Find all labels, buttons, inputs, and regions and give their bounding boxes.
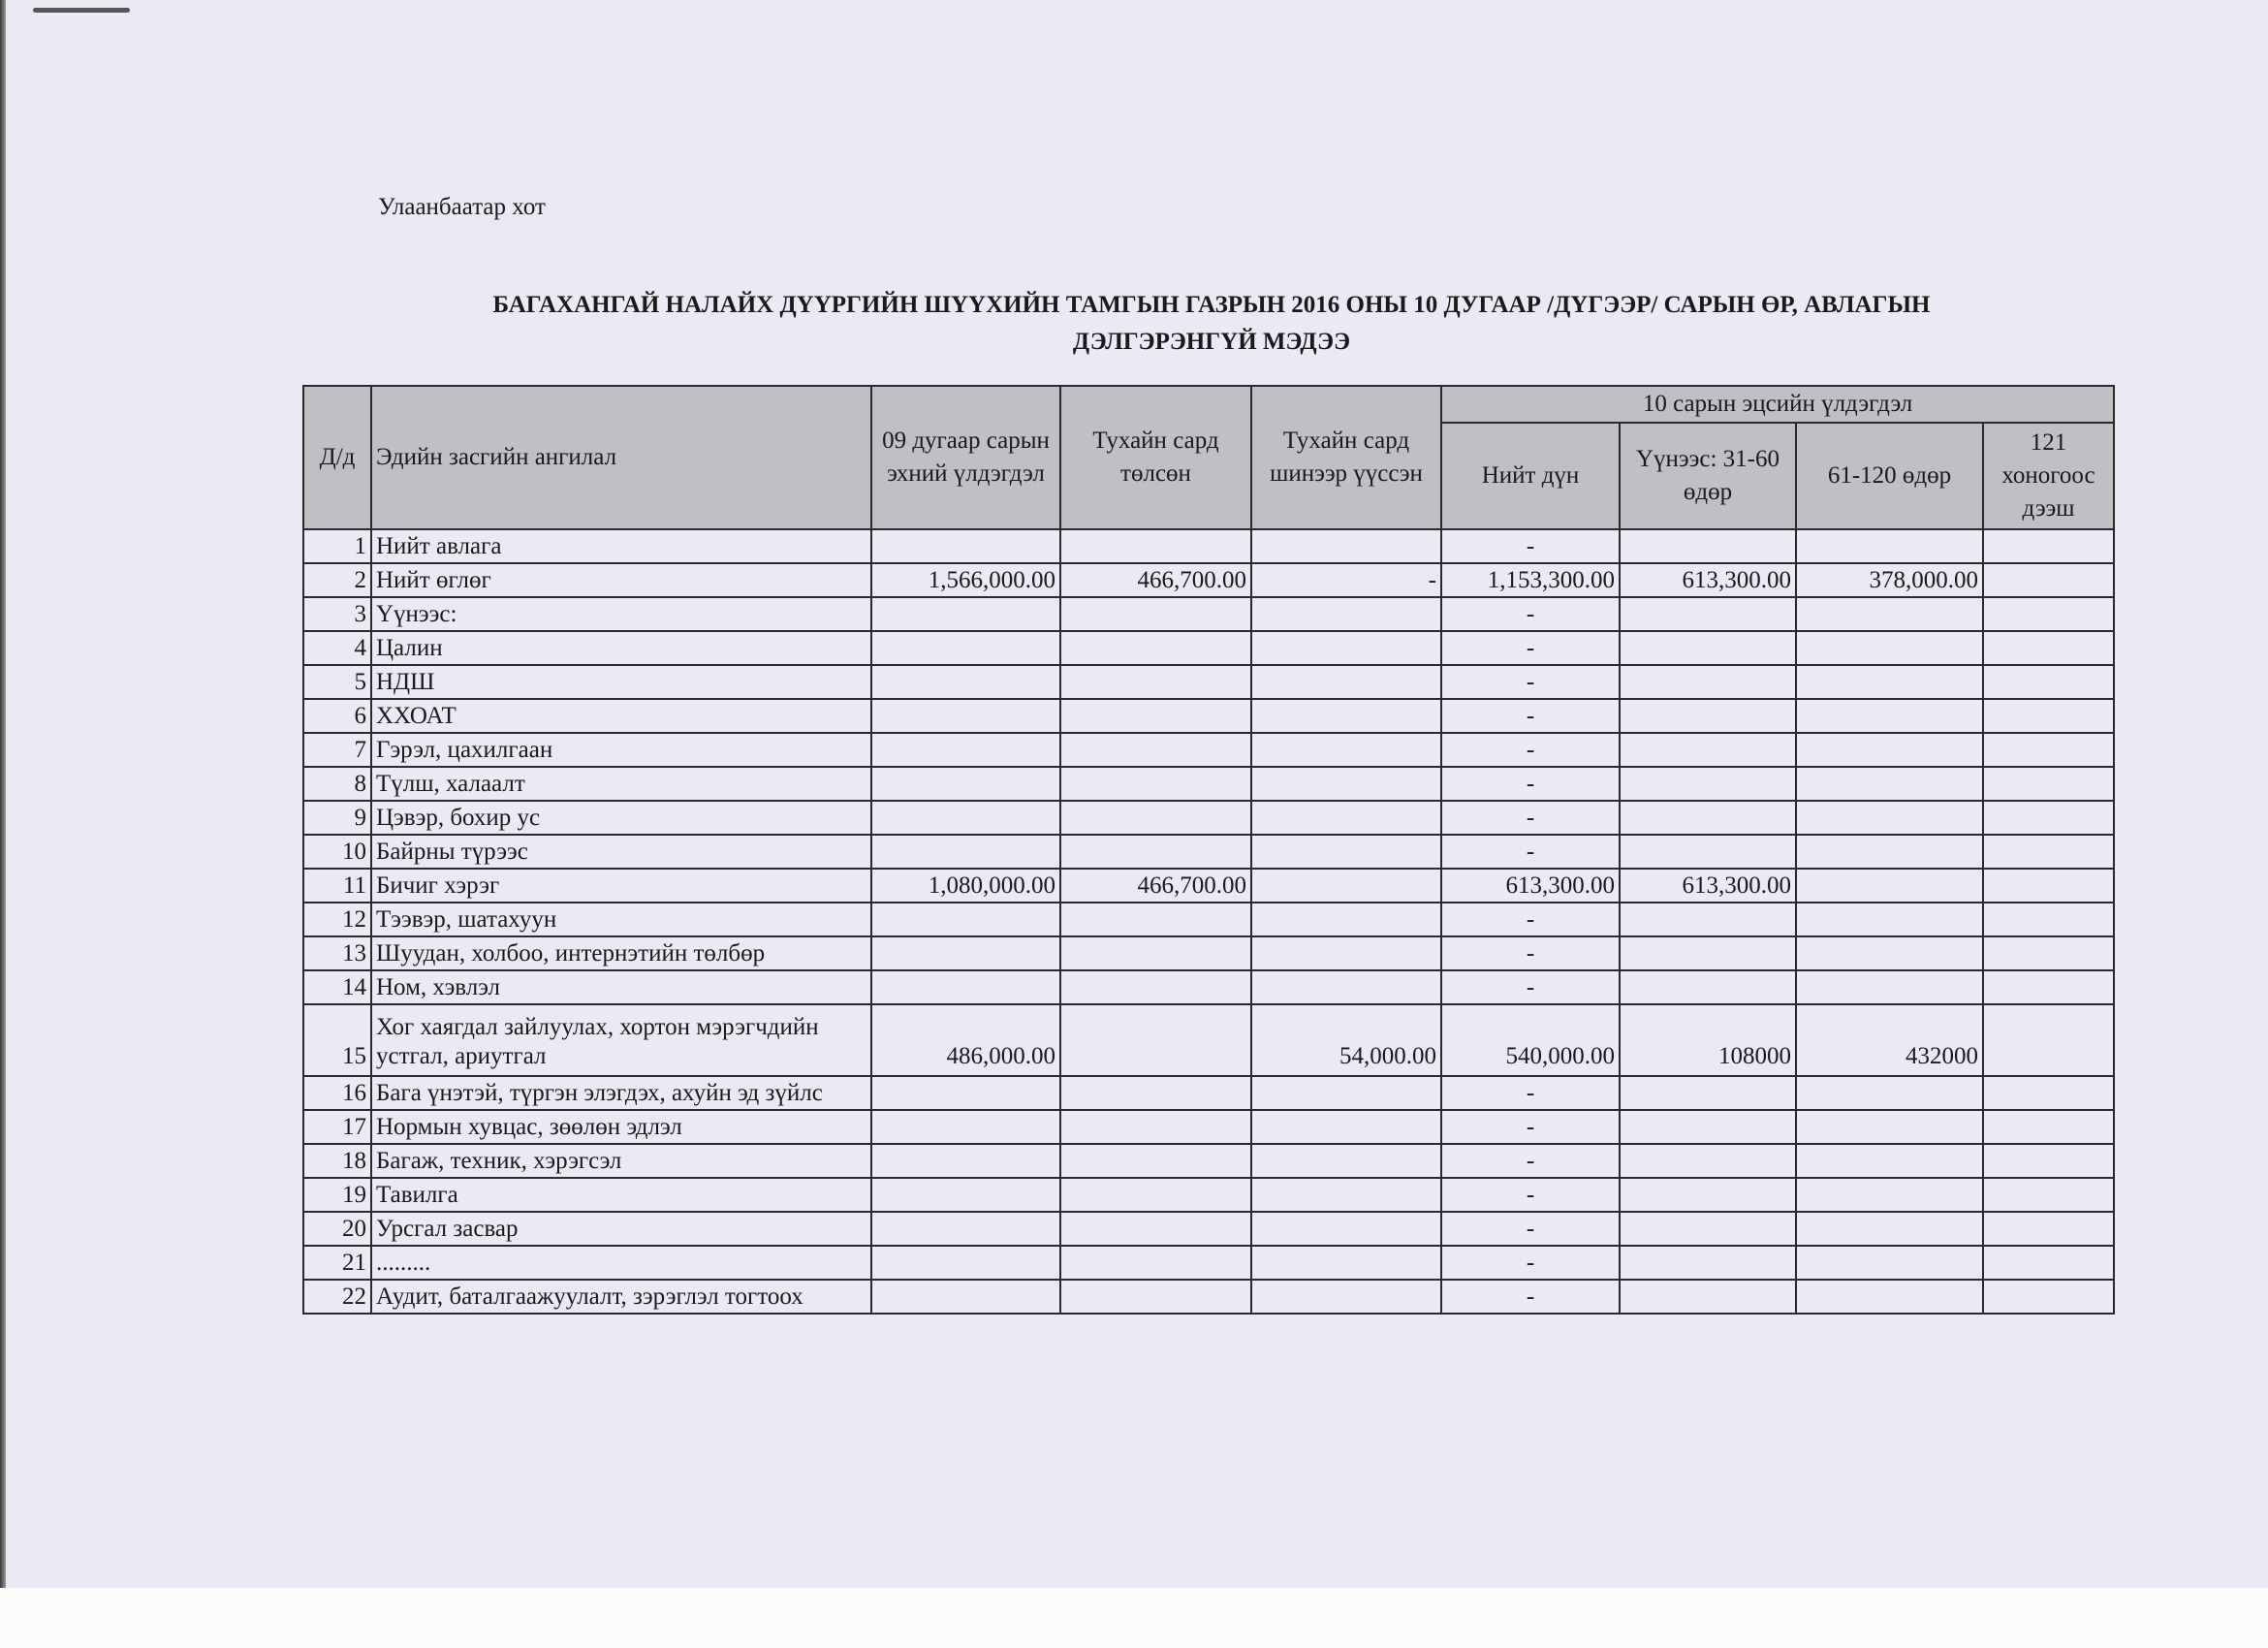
cell-121-plus-days: [1983, 733, 2114, 767]
cell-61-120-days: [1796, 869, 1983, 903]
row-index: 6: [303, 699, 371, 733]
cell-61-120-days: [1796, 1246, 1983, 1280]
row-index: 18: [303, 1144, 371, 1178]
cell-31-60-days: [1620, 631, 1796, 665]
table-row: [303, 869, 2114, 903]
cell-paid: [1060, 767, 1251, 801]
cell-121-plus-days: [1983, 1004, 2114, 1076]
cell-31-60-days: [1620, 699, 1796, 733]
cell-total: -: [1441, 767, 1620, 801]
row-category: Түлш, халаалт: [371, 767, 871, 801]
cell-paid: [1060, 1178, 1251, 1212]
cell-total: 540,000.00: [1441, 1004, 1620, 1076]
col-header-paid: Тухайн сард төлсөн: [1060, 386, 1251, 529]
cell-121-plus-days: [1983, 801, 2114, 835]
cell-opening-balance: [871, 1144, 1060, 1178]
cell-paid: [1060, 1212, 1251, 1246]
cell-61-120-days: [1796, 699, 1983, 733]
cell-opening-balance: 1,080,000.00: [871, 869, 1060, 903]
row-index: 10: [303, 835, 371, 869]
cell-31-60-days: [1620, 733, 1796, 767]
cell-opening-balance: [871, 665, 1060, 699]
col-header-new: Тухайн сард шинээр үүссэн: [1251, 386, 1441, 529]
cell-total: -: [1441, 936, 1620, 970]
cell-opening-balance: [871, 733, 1060, 767]
cell-new: [1251, 631, 1441, 665]
cell-new: [1251, 1144, 1441, 1178]
row-index: 9: [303, 801, 371, 835]
cell-31-60-days: [1620, 903, 1796, 936]
cell-new: [1251, 869, 1441, 903]
cell-31-60-days: [1620, 1110, 1796, 1144]
row-category: Шуудан, холбоо, интернэтийн төлбөр: [371, 936, 871, 970]
row-category: Багаж, техник, хэрэгсэл: [371, 1144, 871, 1178]
col-header-category: Эдийн засгийн ангилал: [371, 386, 871, 529]
cell-121-plus-days: [1983, 631, 2114, 665]
cell-new: [1251, 1076, 1441, 1110]
cell-61-120-days: [1796, 903, 1983, 936]
report-table-body: [303, 529, 2114, 1314]
cell-new: [1251, 903, 1441, 936]
cell-paid: [1060, 903, 1251, 936]
cell-opening-balance: [871, 1280, 1060, 1314]
cell-121-plus-days: [1983, 835, 2114, 869]
cell-total: -: [1441, 1110, 1620, 1144]
cell-121-plus-days: [1983, 936, 2114, 970]
row-category: Бага үнэтэй, түргэн элэгдэх, ахуйн эд зүйлс: [371, 1076, 871, 1110]
row-category: НДШ: [371, 665, 871, 699]
cell-31-60-days: [1620, 1178, 1796, 1212]
table-row: [303, 936, 2114, 970]
cell-31-60-days: 613,300.00: [1620, 869, 1796, 903]
cell-31-60-days: [1620, 767, 1796, 801]
row-index: 2: [303, 563, 371, 597]
cell-61-120-days: 378,000.00: [1796, 563, 1983, 597]
row-category: Хог хаягдал зайлуулах, хортон мэрэгчдийн устгал, ариутгал: [371, 1004, 871, 1076]
cell-61-120-days: [1796, 801, 1983, 835]
row-index: 21: [303, 1246, 371, 1280]
cell-total: -: [1441, 597, 1620, 631]
cell-new: [1251, 699, 1441, 733]
cell-121-plus-days: [1983, 563, 2114, 597]
document-title-line-1: БАГАХАНГАЙ НАЛАЙХ ДҮҮРГИЙН ШҮҮХИЙН ТАМГЫН ГАЗРЫН 2016 ОНЫ 10 ДУГААР /ДҮГЭЭР/ САРЫН ӨР, АВЛАГЫН: [492, 292, 1931, 318]
cell-61-120-days: [1796, 1144, 1983, 1178]
cell-opening-balance: [871, 1246, 1060, 1280]
row-category: Нормын хувцас, зөөлөн эдлэл: [371, 1110, 871, 1144]
cell-61-120-days: [1796, 970, 1983, 1004]
cell-new: [1251, 767, 1441, 801]
cell-total: 613,300.00: [1441, 869, 1620, 903]
cell-opening-balance: [871, 529, 1060, 563]
cell-new: [1251, 529, 1441, 563]
cell-new: [1251, 1212, 1441, 1246]
cell-31-60-days: [1620, 1212, 1796, 1246]
row-index: 7: [303, 733, 371, 767]
cell-paid: [1060, 1144, 1251, 1178]
cell-paid: [1060, 665, 1251, 699]
cell-61-120-days: [1796, 767, 1983, 801]
document-title-line-2: ДЭЛГЭРЭНГҮЙ МЭДЭЭ: [1072, 329, 1351, 355]
cell-opening-balance: [871, 1178, 1060, 1212]
table-row: [303, 1076, 2114, 1110]
report-table: [302, 385, 2115, 1315]
cell-opening-balance: [871, 597, 1060, 631]
table-row: [303, 903, 2114, 936]
cell-121-plus-days: [1983, 1212, 2114, 1246]
cell-61-120-days: [1796, 597, 1983, 631]
row-category: Урсгал засвар: [371, 1212, 871, 1246]
cell-opening-balance: [871, 699, 1060, 733]
city-label: Улаанбаатар хот: [378, 194, 546, 220]
table-row: [303, 1144, 2114, 1178]
cell-61-120-days: [1796, 1280, 1983, 1314]
cell-paid: [1060, 529, 1251, 563]
cell-opening-balance: 486,000.00: [871, 1004, 1060, 1076]
cell-31-60-days: [1620, 597, 1796, 631]
cell-121-plus-days: [1983, 1246, 2114, 1280]
cell-31-60-days: [1620, 970, 1796, 1004]
cell-31-60-days: [1620, 936, 1796, 970]
cell-paid: [1060, 733, 1251, 767]
cell-total: -: [1441, 835, 1620, 869]
col-header-61-120-days: 61-120 өдөр: [1796, 423, 1983, 529]
cell-opening-balance: [871, 631, 1060, 665]
cell-paid: [1060, 597, 1251, 631]
cell-new: [1251, 1110, 1441, 1144]
cell-121-plus-days: [1983, 597, 2114, 631]
cell-total: -: [1441, 1076, 1620, 1110]
cell-61-120-days: [1796, 1076, 1983, 1110]
table-row: [303, 1246, 2114, 1280]
cell-new: [1251, 1178, 1441, 1212]
row-category: ХХОАТ: [371, 699, 871, 733]
table-row: [303, 699, 2114, 733]
table-row: [303, 801, 2114, 835]
cell-121-plus-days: [1983, 1144, 2114, 1178]
row-index: 12: [303, 903, 371, 936]
staple-mark: [33, 8, 130, 13]
table-row: [303, 733, 2114, 767]
table-row: [303, 529, 2114, 563]
cell-31-60-days: [1620, 1280, 1796, 1314]
cell-121-plus-days: [1983, 903, 2114, 936]
cell-paid: [1060, 1280, 1251, 1314]
cell-121-plus-days: [1983, 699, 2114, 733]
cell-opening-balance: [871, 936, 1060, 970]
cell-new: -: [1251, 563, 1441, 597]
cell-31-60-days: 108000: [1620, 1004, 1796, 1076]
cell-new: [1251, 733, 1441, 767]
row-index: 20: [303, 1212, 371, 1246]
cell-paid: [1060, 1110, 1251, 1144]
cell-opening-balance: [871, 767, 1060, 801]
cell-total: -: [1441, 970, 1620, 1004]
cell-new: [1251, 835, 1441, 869]
col-header-total: Нийт дүн: [1441, 423, 1620, 529]
cell-opening-balance: [871, 1212, 1060, 1246]
cell-total: -: [1441, 665, 1620, 699]
cell-paid: [1060, 1004, 1251, 1076]
cell-total: -: [1441, 1212, 1620, 1246]
row-index: 5: [303, 665, 371, 699]
cell-paid: [1060, 1076, 1251, 1110]
row-category: Нийт өглөг: [371, 563, 871, 597]
cell-total: -: [1441, 529, 1620, 563]
cell-31-60-days: [1620, 835, 1796, 869]
cell-total: -: [1441, 733, 1620, 767]
row-category: Байрны түрээс: [371, 835, 871, 869]
cell-61-120-days: 432000: [1796, 1004, 1983, 1076]
cell-61-120-days: [1796, 1110, 1983, 1144]
cell-total: -: [1441, 1144, 1620, 1178]
row-category: Үүнээс:: [371, 597, 871, 631]
cell-paid: [1060, 801, 1251, 835]
cell-61-120-days: [1796, 936, 1983, 970]
cell-61-120-days: [1796, 665, 1983, 699]
row-index: 14: [303, 970, 371, 1004]
cell-paid: [1060, 699, 1251, 733]
cell-new: [1251, 597, 1441, 631]
cell-121-plus-days: [1983, 869, 2114, 903]
row-index: 8: [303, 767, 371, 801]
row-index: 11: [303, 869, 371, 903]
row-index: 13: [303, 936, 371, 970]
table-row: [303, 767, 2114, 801]
cell-opening-balance: [871, 835, 1060, 869]
table-row: [303, 1178, 2114, 1212]
table-row: [303, 563, 2114, 597]
row-category: Гэрэл, цахилгаан: [371, 733, 871, 767]
cell-121-plus-days: [1983, 1110, 2114, 1144]
cell-paid: [1060, 1246, 1251, 1280]
cell-total: -: [1441, 1178, 1620, 1212]
cell-31-60-days: [1620, 801, 1796, 835]
cell-total: 1,153,300.00: [1441, 563, 1620, 597]
cell-opening-balance: 1,566,000.00: [871, 563, 1060, 597]
cell-opening-balance: [871, 801, 1060, 835]
cell-total: -: [1441, 801, 1620, 835]
cell-paid: [1060, 835, 1251, 869]
col-header-opening-balance: 09 дугаар сарын эхний үлдэгдэл: [871, 386, 1060, 529]
cell-31-60-days: 613,300.00: [1620, 563, 1796, 597]
cell-61-120-days: [1796, 529, 1983, 563]
cell-paid: 466,700.00: [1060, 563, 1251, 597]
table-row: [303, 597, 2114, 631]
table-row: [303, 1212, 2114, 1246]
cell-opening-balance: [871, 903, 1060, 936]
cell-new: 54,000.00: [1251, 1004, 1441, 1076]
cell-new: [1251, 970, 1441, 1004]
table-row: [303, 1110, 2114, 1144]
table-row: [303, 970, 2114, 1004]
row-index: 3: [303, 597, 371, 631]
cell-paid: [1060, 631, 1251, 665]
row-index: 16: [303, 1076, 371, 1110]
cell-61-120-days: [1796, 1212, 1983, 1246]
row-category: Ном, хэвлэл: [371, 970, 871, 1004]
row-index: 22: [303, 1280, 371, 1314]
row-index: 4: [303, 631, 371, 665]
cell-new: [1251, 801, 1441, 835]
cell-121-plus-days: [1983, 1076, 2114, 1110]
table-row: [303, 631, 2114, 665]
col-header-group-end-balance: 10 сарын эцсийн үлдэгдэл: [1441, 386, 2114, 423]
cell-total: -: [1441, 903, 1620, 936]
col-header-index: Д/д: [303, 386, 371, 529]
row-category: Тавилга: [371, 1178, 871, 1212]
cell-31-60-days: [1620, 1246, 1796, 1280]
cell-new: [1251, 936, 1441, 970]
cell-61-120-days: [1796, 631, 1983, 665]
row-index: 19: [303, 1178, 371, 1212]
cell-121-plus-days: [1983, 529, 2114, 563]
cell-total: -: [1441, 1246, 1620, 1280]
col-header-31-60-days: Үүнээс: 31-60 өдөр: [1620, 423, 1796, 529]
cell-121-plus-days: [1983, 665, 2114, 699]
row-category: .........: [371, 1246, 871, 1280]
col-header-121-plus-days: 121 хоногоос дээш: [1983, 423, 2114, 529]
cell-new: [1251, 665, 1441, 699]
cell-total: -: [1441, 1280, 1620, 1314]
cell-31-60-days: [1620, 665, 1796, 699]
row-category: Аудит, баталгаажуулалт, зэрэглэл тогтоох: [371, 1280, 871, 1314]
cell-paid: 466,700.00: [1060, 869, 1251, 903]
page-edge-shadow: [0, 0, 6, 1588]
cell-paid: [1060, 936, 1251, 970]
cell-61-120-days: [1796, 1178, 1983, 1212]
row-category: Цалин: [371, 631, 871, 665]
cell-61-120-days: [1796, 835, 1983, 869]
cell-new: [1251, 1280, 1441, 1314]
row-category: Тээвэр, шатахуун: [371, 903, 871, 936]
table-row: [303, 1280, 2114, 1314]
row-category: Нийт авлага: [371, 529, 871, 563]
table-row: [303, 1004, 2114, 1076]
cell-121-plus-days: [1983, 1178, 2114, 1212]
document-title: [368, 287, 2055, 361]
row-category: Бичиг хэрэг: [371, 869, 871, 903]
table-row: [303, 665, 2114, 699]
cell-opening-balance: [871, 970, 1060, 1004]
row-index: 15: [303, 1004, 371, 1076]
cell-opening-balance: [871, 1110, 1060, 1144]
cell-opening-balance: [871, 1076, 1060, 1110]
cell-61-120-days: [1796, 733, 1983, 767]
cell-new: [1251, 1246, 1441, 1280]
cell-total: -: [1441, 631, 1620, 665]
table-row: [303, 835, 2114, 869]
row-category: Цэвэр, бохир ус: [371, 801, 871, 835]
cell-121-plus-days: [1983, 767, 2114, 801]
cell-31-60-days: [1620, 529, 1796, 563]
cell-paid: [1060, 970, 1251, 1004]
cell-31-60-days: [1620, 1076, 1796, 1110]
row-index: 1: [303, 529, 371, 563]
cell-121-plus-days: [1983, 1280, 2114, 1314]
cell-total: -: [1441, 699, 1620, 733]
row-index: 17: [303, 1110, 371, 1144]
cell-121-plus-days: [1983, 970, 2114, 1004]
cell-31-60-days: [1620, 1144, 1796, 1178]
